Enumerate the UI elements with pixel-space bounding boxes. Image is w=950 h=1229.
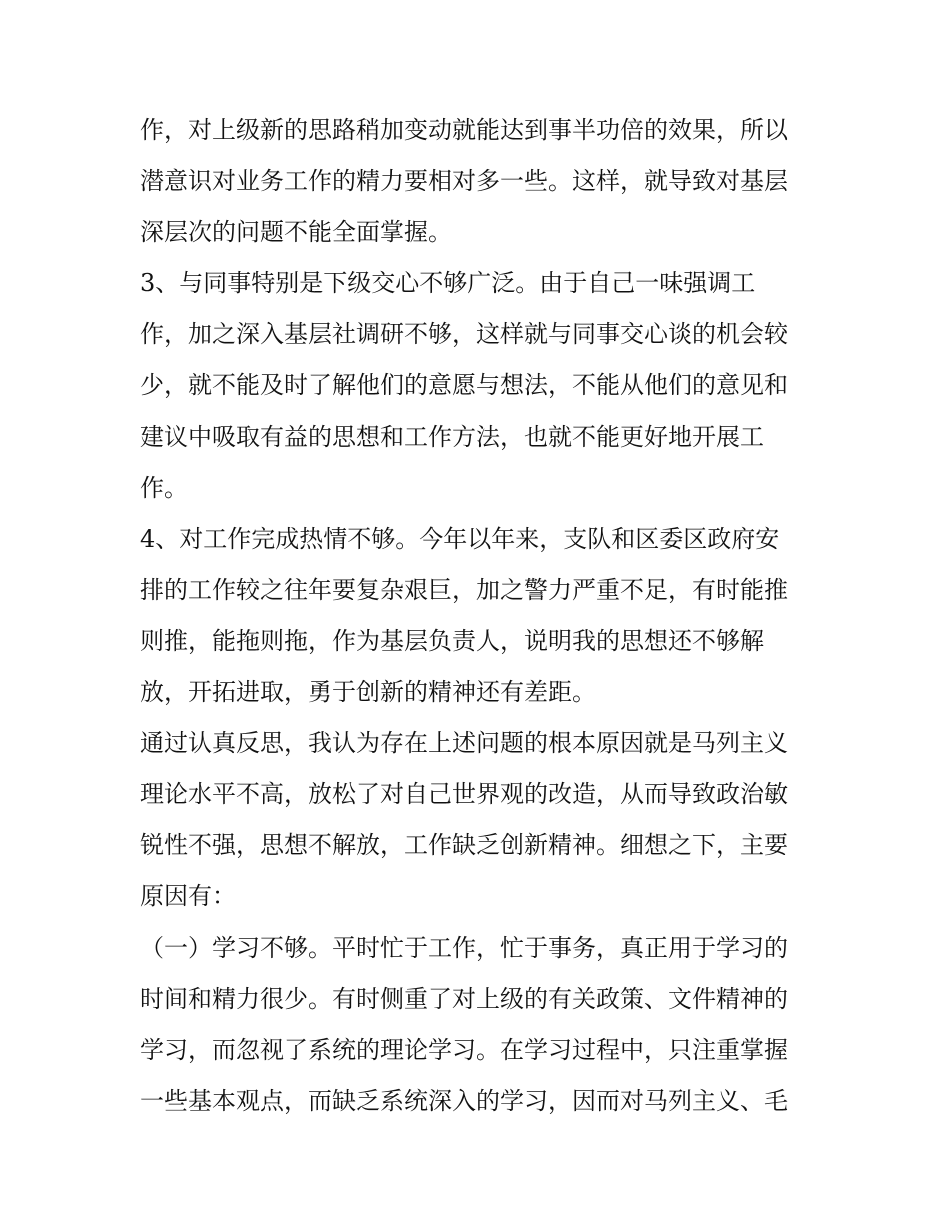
text-line: 理论水平不高，放松了对自己世界观的改造，从而导致政治敏	[140, 780, 788, 809]
text-line: 3、与同事特别是下级交心不够广泛。由于自己一味强调工	[140, 269, 756, 298]
text-line: 学习，而忽视了系统的理论学习。在学习过程中，只注重掌握	[140, 1035, 788, 1064]
text-line: 排的工作较之往年要复杂艰巨，加之警力严重不足，有时能推	[140, 575, 788, 604]
text-line: 建议中吸取有益的思想和工作方法，也就不能更好地开展工	[140, 422, 764, 451]
text-line: 则推，能拖则拖，作为基层负责人，说明我的思想还不够解	[140, 626, 764, 655]
text-line: 少，就不能及时了解他们的意愿与想法，不能从他们的意见和	[140, 371, 788, 400]
text-line: 作，对上级新的思路稍加变动就能达到事半功倍的效果，所以	[140, 116, 788, 144]
text-line: 放，开拓进取，勇于创新的精神还有差距。	[140, 678, 596, 707]
text-line: 潜意识对业务工作的精力要相对多一些。这样，就导致对基层	[140, 167, 788, 196]
text-line: 通过认真反思，我认为存在上述问题的根本原因就是马列主义	[140, 729, 788, 758]
text-line: 时间和精力很少。有时侧重了对上级的有关政策、文件精神的	[140, 984, 788, 1013]
text-line: 锐性不强，思想不解放，工作缺乏创新精神。细想之下，主要	[140, 831, 788, 860]
text-line: 作。	[140, 473, 188, 502]
text-line: 作，加之深入基层社调研不够，这样就与同事交心谈的机会较	[140, 320, 788, 349]
text-line: 深层次的问题不能全面掌握。	[140, 218, 452, 247]
text-line: （一）学习不够。平时忙于工作，忙于事务，真正用于学习的	[140, 933, 788, 962]
text-line: 4、对工作完成热情不够。今年以年来，支队和区委区政府安	[140, 524, 780, 553]
body-text	[140, 105, 820, 1127]
text-line: 原因有：	[140, 882, 236, 911]
text-line: 一些基本观点，而缺乏系统深入的学习，因而对马列主义、毛	[140, 1086, 788, 1115]
